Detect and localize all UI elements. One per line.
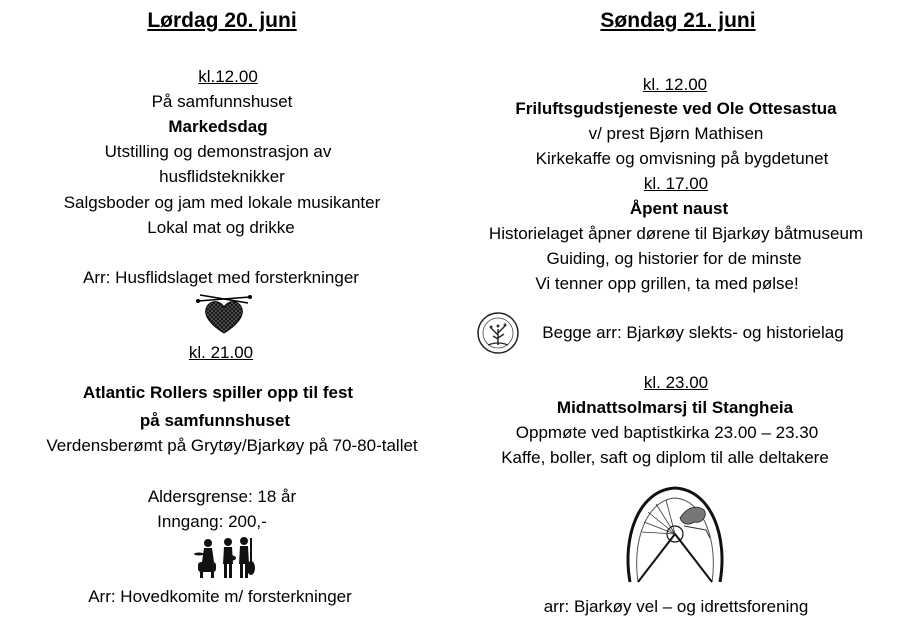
sunday-time-3: kl. 23.00 — [643, 373, 709, 392]
midnight-sun-arch-icon — [618, 478, 732, 588]
sunday-time-1: kl. 12.00 — [642, 75, 708, 94]
sunday-event-2-line-1: Historielaget åpner dørene til Bjarkøy båtmuseum — [488, 224, 864, 243]
saturday-entry: Inngang: 200,- — [157, 512, 267, 531]
sunday-event-1-title: Friluftsgudstjeneste ved Ole Ottesastua — [515, 99, 837, 118]
saturday-organizer-2: Arr: Hovedkomite m/ forsterkninger — [88, 587, 352, 606]
saturday-event-1-line-4: Lokal mat og drikke — [147, 218, 295, 237]
sunday-organizer-3: arr: Bjarkøy vel – og idrettsforening — [543, 597, 809, 616]
saturday-time-2: kl. 21.00 — [188, 343, 254, 362]
knitting-heart-icon — [194, 291, 254, 336]
sunday-heading: Søndag 21. juni — [600, 9, 756, 32]
sunday-organizer-2: Begge arr: Bjarkøy slekts- og historielag — [542, 323, 844, 342]
sunday-event-3-title: Midnattsolmarsj til Stangheia — [556, 398, 794, 417]
saturday-event-1-title: Markedsdag — [168, 117, 268, 136]
saturday-event-2-line-1: Verdensberømt på Grytøy/Bjarkøy på 70-80-tallet — [46, 436, 418, 455]
saturday-event-1-line-1: Utstilling og demonstrasjon av — [104, 142, 332, 161]
saturday-age-limit: Aldersgrense: 18 år — [147, 487, 297, 506]
saturday-event-1-line-2: husflidsteknikker — [159, 167, 285, 186]
sunday-event-3-line-2: Kaffe, boller, saft og diplom til alle deltakere — [501, 448, 829, 467]
saturday-heading: Lørdag 20. juni — [147, 9, 297, 32]
sunday-event-1-line-1: v/ prest Bjørn Mathisen — [588, 124, 764, 143]
sunday-time-2: kl. 17.00 — [643, 174, 709, 193]
saturday-event-2-title-line-1: Atlantic Rollers spiller opp til fest — [82, 383, 354, 402]
band-silhouette-icon — [194, 534, 256, 580]
sunday-event-3-line-1: Oppmøte ved baptistkirka 23.00 – 23.30 — [515, 423, 819, 442]
sunday-event-1-line-2: Kirkekaffe og omvisning på bygdetunet — [535, 149, 829, 168]
tree-seal-icon — [476, 311, 520, 355]
saturday-location-1: På samfunnshuset — [151, 92, 293, 111]
sunday-event-2-line-3: Vi tenner opp grillen, ta med pølse! — [535, 274, 799, 293]
sunday-event-2-line-2: Guiding, og historier for de minste — [546, 249, 802, 268]
saturday-organizer-1: Arr: Husflidslaget med forsterkninger — [83, 268, 359, 287]
saturday-event-1-line-3: Salgsboder og jam med lokale musikanter — [63, 193, 381, 212]
sunday-event-2-title: Åpent naust — [629, 199, 729, 218]
saturday-event-2-title-line-2: på samfunnshuset — [139, 411, 291, 430]
saturday-time-1: kl.12.00 — [198, 67, 258, 86]
